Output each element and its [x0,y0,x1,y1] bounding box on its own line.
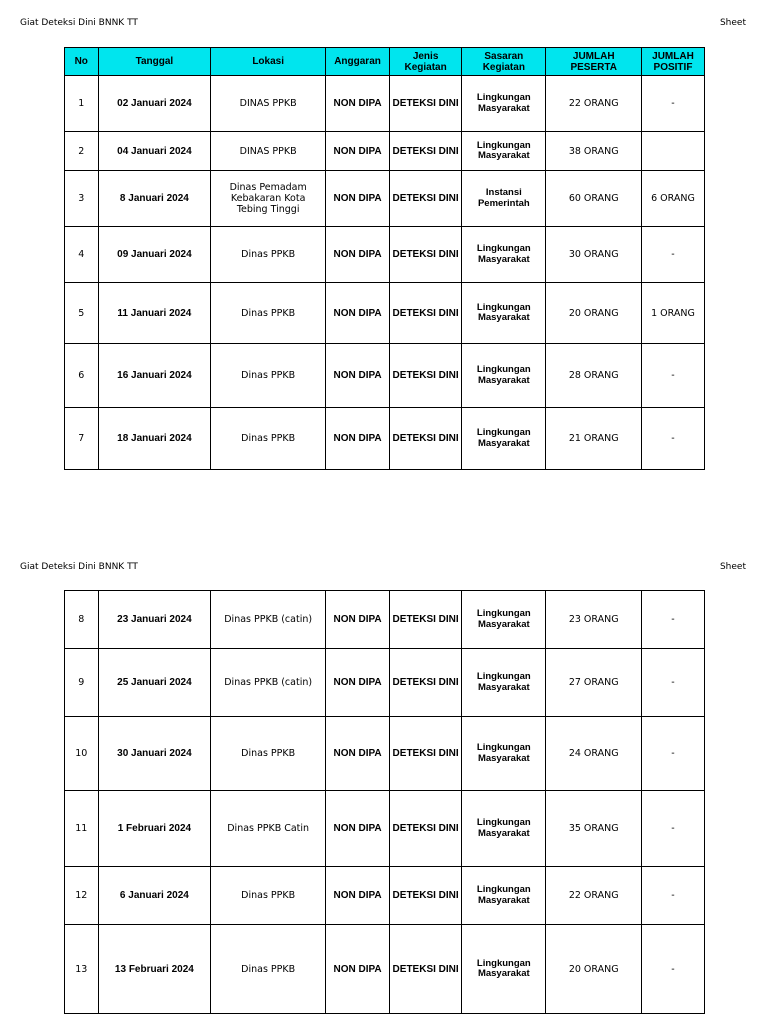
cell-jenis-kegiatan: DETEKSI DINI [390,649,462,717]
cell-jumlah-peserta: 28 ORANG [546,344,641,408]
cell-sasaran-kegiatan: Lingkungan Masyarakat [462,408,546,470]
table-row [65,171,705,227]
cell-anggaran: NON DIPA [326,925,390,1014]
cell-anggaran: NON DIPA [326,344,390,408]
cell-no: 3 [65,171,99,227]
cell-jumlah-positif: 1 ORANG [641,283,704,344]
cell-sasaran-kegiatan: Lingkungan Masyarakat [462,649,546,717]
cell-tanggal: 30 Januari 2024 [98,717,211,791]
cell-jumlah-positif: - [641,344,704,408]
cell-jumlah-positif: - [641,649,704,717]
cell-tanggal: 02 Januari 2024 [98,76,211,132]
cell-anggaran: NON DIPA [326,867,390,925]
cell-no: 10 [65,717,99,791]
cell-tanggal: 1 Februari 2024 [98,791,211,867]
cell-jumlah-peserta: 21 ORANG [546,408,641,470]
cell-anggaran: NON DIPA [326,283,390,344]
cell-no: 1 [65,76,99,132]
cell-tanggal: 09 Januari 2024 [98,227,211,283]
cell-no: 5 [65,283,99,344]
column-header-anggaran: Anggaran [326,48,390,76]
cell-no: 7 [65,408,99,470]
activity-table-page-2 [64,590,705,1014]
cell-jumlah-positif: - [641,408,704,470]
column-header-tanggal: Tanggal [98,48,211,76]
cell-lokasi: Dinas PPKB [211,717,326,791]
column-header-jenis-kegiatan: Jenis Kegiatan [390,48,462,76]
cell-jumlah-positif: - [641,76,704,132]
cell-jenis-kegiatan: DETEKSI DINI [390,408,462,470]
cell-sasaran-kegiatan: Lingkungan Masyarakat [462,925,546,1014]
cell-anggaran: NON DIPA [326,408,390,470]
cell-no: 8 [65,591,99,649]
cell-lokasi: Dinas Pemadam Kebakaran Kota Tebing Tinggi [211,171,326,227]
cell-anggaran: NON DIPA [326,171,390,227]
cell-jenis-kegiatan: DETEKSI DINI [390,76,462,132]
cell-jenis-kegiatan: DETEKSI DINI [390,867,462,925]
cell-sasaran-kegiatan: Lingkungan Masyarakat [462,591,546,649]
cell-jumlah-peserta: 23 ORANG [546,591,641,649]
cell-sasaran-kegiatan: Lingkungan Masyarakat [462,344,546,408]
cell-lokasi: DINAS PPKB [211,76,326,132]
table-row [65,76,705,132]
cell-jenis-kegiatan: DETEKSI DINI [390,227,462,283]
cell-anggaran: NON DIPA [326,132,390,171]
column-header-lokasi: Lokasi [211,48,326,76]
cell-jumlah-positif: - [641,925,704,1014]
table-row [65,649,705,717]
cell-jumlah-positif: 6 ORANG [641,171,704,227]
cell-no: 6 [65,344,99,408]
table-row [65,925,705,1014]
cell-lokasi: Dinas PPKB [211,344,326,408]
cell-jenis-kegiatan: DETEKSI DINI [390,171,462,227]
cell-jumlah-peserta: 22 ORANG [546,867,641,925]
cell-jumlah-peserta: 20 ORANG [546,925,641,1014]
cell-no: 4 [65,227,99,283]
cell-jumlah-peserta: 20 ORANG [546,283,641,344]
table-row [65,132,705,171]
cell-anggaran: NON DIPA [326,717,390,791]
cell-lokasi: Dinas PPKB [211,227,326,283]
table-row [65,344,705,408]
cell-jumlah-peserta: 35 ORANG [546,791,641,867]
cell-jenis-kegiatan: DETEKSI DINI [390,132,462,171]
cell-lokasi: Dinas PPKB Catin [211,791,326,867]
cell-jumlah-positif [641,132,704,171]
activity-table-page-1 [64,47,705,470]
cell-jumlah-peserta: 27 ORANG [546,649,641,717]
cell-tanggal: 16 Januari 2024 [98,344,211,408]
cell-tanggal: 18 Januari 2024 [98,408,211,470]
table-row [65,408,705,470]
cell-jenis-kegiatan: DETEKSI DINI [390,717,462,791]
cell-anggaran: NON DIPA [326,227,390,283]
cell-tanggal: 25 Januari 2024 [98,649,211,717]
column-header-no: No [65,48,99,76]
cell-sasaran-kegiatan: Lingkungan Masyarakat [462,132,546,171]
cell-jumlah-positif: - [641,867,704,925]
cell-jumlah-peserta: 30 ORANG [546,227,641,283]
cell-jumlah-positif: - [641,227,704,283]
cell-jenis-kegiatan: DETEKSI DINI [390,791,462,867]
cell-sasaran-kegiatan: Lingkungan Masyarakat [462,283,546,344]
table-row [65,227,705,283]
cell-jenis-kegiatan: DETEKSI DINI [390,925,462,1014]
cell-tanggal: 13 Februari 2024 [98,925,211,1014]
cell-lokasi: Dinas PPKB [211,408,326,470]
cell-tanggal: 11 Januari 2024 [98,283,211,344]
cell-lokasi: Dinas PPKB [211,867,326,925]
cell-no: 13 [65,925,99,1014]
cell-lokasi: Dinas PPKB (catin) [211,649,326,717]
cell-anggaran: NON DIPA [326,76,390,132]
cell-jumlah-peserta: 60 ORANG [546,171,641,227]
cell-tanggal: 6 Januari 2024 [98,867,211,925]
sheet-header-title: Giat Deteksi Dini BNNK TT [20,18,138,28]
column-header-jumlah-peserta: JUMLAH PESERTA [546,48,641,76]
cell-jumlah-positif: - [641,717,704,791]
table-row [65,283,705,344]
cell-tanggal: 04 Januari 2024 [98,132,211,171]
cell-anggaran: NON DIPA [326,649,390,717]
table-row [65,591,705,649]
cell-jenis-kegiatan: DETEKSI DINI [390,591,462,649]
cell-jumlah-positif: - [641,791,704,867]
table-row [65,717,705,791]
cell-anggaran: NON DIPA [326,591,390,649]
cell-sasaran-kegiatan: Lingkungan Masyarakat [462,791,546,867]
cell-jenis-kegiatan: DETEKSI DINI [390,344,462,408]
cell-tanggal: 23 Januari 2024 [98,591,211,649]
table-row [65,791,705,867]
cell-jenis-kegiatan: DETEKSI DINI [390,283,462,344]
sheet-header-label: Sheet [719,18,746,28]
cell-jumlah-peserta: 24 ORANG [546,717,641,791]
cell-sasaran-kegiatan: Lingkungan Masyarakat [462,76,546,132]
table-row [65,867,705,925]
cell-sasaran-kegiatan: Lingkungan Masyarakat [462,867,546,925]
cell-jumlah-peserta: 38 ORANG [546,132,641,171]
column-header-jumlah-positif: JUMLAH POSITIF [641,48,704,76]
sheet-header-title-page-2: Giat Deteksi Dini BNNK TT [20,562,138,572]
cell-tanggal: 8 Januari 2024 [98,171,211,227]
column-header-sasaran-kegiatan: Sasaran Kegiatan [462,48,546,76]
cell-sasaran-kegiatan: Lingkungan Masyarakat [462,227,546,283]
cell-jumlah-positif: - [641,591,704,649]
sheet-header-label-page-2: Sheet [719,562,746,572]
cell-no: 2 [65,132,99,171]
cell-sasaran-kegiatan: Lingkungan Masyarakat [462,717,546,791]
cell-no: 12 [65,867,99,925]
table-header-row [65,48,705,76]
cell-lokasi: Dinas PPKB [211,283,326,344]
cell-no: 11 [65,791,99,867]
cell-jumlah-peserta: 22 ORANG [546,76,641,132]
cell-no: 9 [65,649,99,717]
cell-lokasi: Dinas PPKB (catin) [211,591,326,649]
cell-lokasi: DINAS PPKB [211,132,326,171]
cell-anggaran: NON DIPA [326,791,390,867]
cell-lokasi: Dinas PPKB [211,925,326,1014]
cell-sasaran-kegiatan: Instansi Pemerintah [462,171,546,227]
